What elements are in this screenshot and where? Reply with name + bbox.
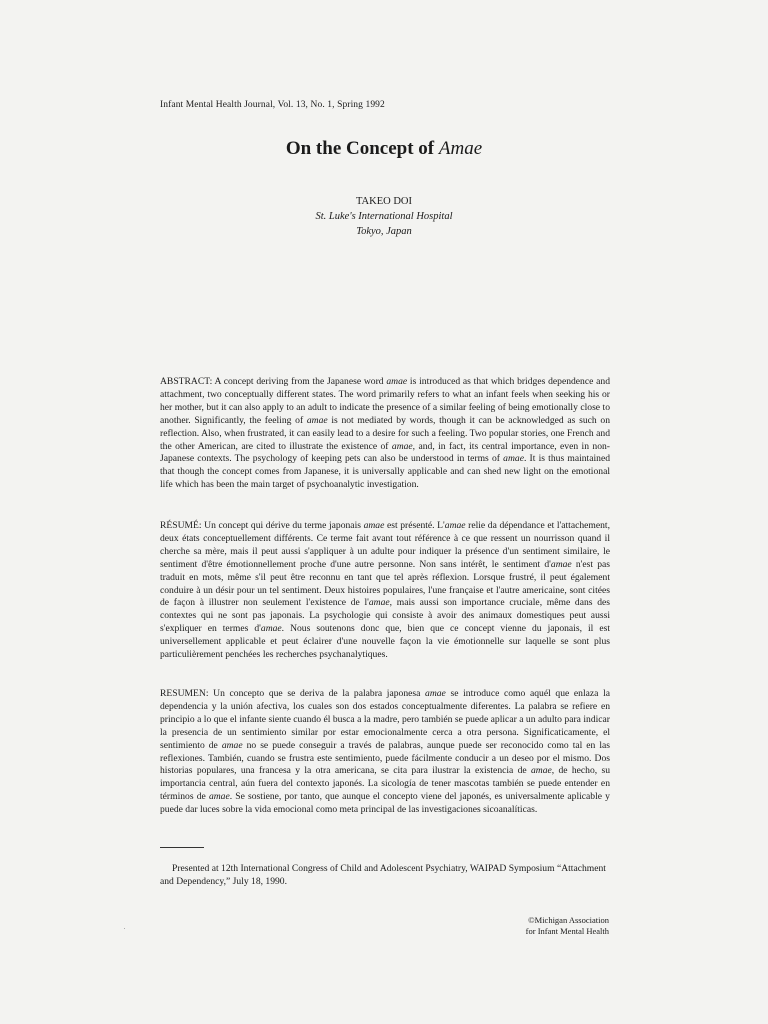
author-location: Tokyo, Japan <box>356 226 412 237</box>
italic-term: amae <box>306 414 328 426</box>
italic-term: amae <box>503 453 524 465</box>
italic-term: amae <box>386 376 408 387</box>
text-run: . Se sostiene, por tanto, que aunque el concepto viene del japonés, es universalmente aplicable y puede dar luces sobre la vida emocional como meta principal de las investigaciones sicoanalíticas. <box>160 791 610 816</box>
author-block <box>0 194 768 239</box>
text-run: RÉSUMÉ: Un concept qui dérive du terme japonais <box>160 520 364 531</box>
abstract-spanish <box>160 688 610 817</box>
copyright-line-1: ©Michigan Association <box>528 915 609 925</box>
text-run: , and, in fact, its central importance, even in non-Japanese contexts. The psychology of keeping pets can also be understood in terms of <box>160 440 611 465</box>
italic-term: amae <box>363 520 385 531</box>
italic-term: amae <box>550 558 572 570</box>
footnote: Presented at 12th International Congress of Child and Adolescent Psychiatry, WAIPAD Symposium “Attachment and Dependency,” July 18, 1990. <box>160 863 606 887</box>
italic-term: amae <box>208 791 230 803</box>
text-run: is introduced as that which bridges dependence and attachment, two conceptually different states. The word primarily refers to what an infant feels when seeking his or her mother, but it can also apply to an adult to indicate the presence of a similar feeling of being emotionally close to another. Significantly, the feeling of <box>160 376 610 426</box>
text-run: , mais aussi son importance cruciale, même dans des contextes qui ne sont pas japonais. La psychologie qui consiste à avoir des animaux domestiques peut aussi s'expliquer en termes d' <box>160 597 610 635</box>
italic-term: amae <box>444 520 466 531</box>
text-run: is not mediated by words, though it can be acknowledged as such on reflection. Also, when frustrated, it can easily lead to a desire for such a feeling. Two popular stories, one French and the other American, are cited to illustrate the existence of <box>160 414 610 452</box>
text-run: se introduce como aquél que enlaza la dependencia y la unión afectiva, los cuales son dos estados conceptualmente diferentes. La palabra se refiere en principio a lo que el infante siente cuando él busca a la madre, pero también se puede aplicar a un adulto para indicar la presencia de un sentimiento similar por estar emocionalmente cerca a otra persona. Significaticamente, el sentimiento de <box>160 688 610 751</box>
text-run: , de hecho, su importancia central, aún fuera del contexto japonés. La sicología de tener mascotas también se puede entender en términos de <box>160 765 610 803</box>
italic-term: amae <box>391 440 413 452</box>
copyright-line-2: for Infant Mental Health <box>525 925 609 936</box>
footnote-divider <box>160 847 204 848</box>
text-run: relie da dépendance et l'attachement, deux états conceptuellement différents. Ce terme fait avant tout référence à ce que ressent un nourrisson quand il cherche sa mère, mais il peut aussi s'appliquer à un adulte pour indiquer la présence d'un sentiment similaire, le sentiment d'être émotionnellement proche d'une autre personne. Non sans intérêt, le sentiment d' <box>160 520 610 570</box>
text-run: n'est pas traduit en mots, même s'il peut être reconnu en tant que tel après réflexion. Lorsque frustré, il peut également conduire à un désir pour un tel sentiment. Deux histoires populaires, l'une française et l'autre americaine, sont citées de façon à illustrer non seulement l'existence de l' <box>160 558 610 609</box>
italic-term: amae <box>221 739 243 751</box>
italic-term: amae <box>425 688 446 699</box>
italic-term: amae <box>368 597 390 609</box>
copyright-notice <box>526 915 609 936</box>
text-run: est présenté. L' <box>384 520 445 531</box>
text-run: . Nous soutenons donc que, bien que ce concept vienne du japonais, il est universellement applicable et peut éclairer d'une nouvelle façon la vie émotionnelle sur laquelle se sont plus particulièrement penchées les recherches psychanalytiques. <box>160 623 610 661</box>
text-run: . It is thus maintained that though the concept comes from Japanese, it is universally applicable and can shed new light on the emotional life which has been the main target of psychoanalytic investigation. <box>160 453 610 491</box>
journal-header: Infant Mental Health Journal, Vol. 13, No. 1, Spring 1992 <box>160 100 385 110</box>
scan-speck <box>124 928 125 929</box>
title-italic-word: Amae <box>438 138 483 159</box>
text-run: ABSTRACT: A concept deriving from the Japanese word <box>160 376 387 387</box>
text-run: RESUMEN: Un concepto que se deriva de la palabra japonesa <box>160 688 426 699</box>
author-name: TAKEO DOI <box>355 196 413 207</box>
italic-term: amae <box>260 623 282 635</box>
abstract-english <box>160 376 610 492</box>
abstract-french <box>160 520 610 662</box>
text-run: no se puede conseguir a través de palabras, aunque puede ser reconocido como tal en las reflexiones. También, cuando se frustra este sentimiento, puede fácilmente conducir a un deseo por el mismo. Dos historias populares, una francesa y la otra americana, se cita para ilustrar la existencia de <box>160 739 610 777</box>
title-text: On the Concept of <box>285 138 439 159</box>
author-institution: St. Luke's International Hospital <box>315 211 453 222</box>
italic-term: amae <box>530 765 552 777</box>
article-title <box>0 138 768 160</box>
